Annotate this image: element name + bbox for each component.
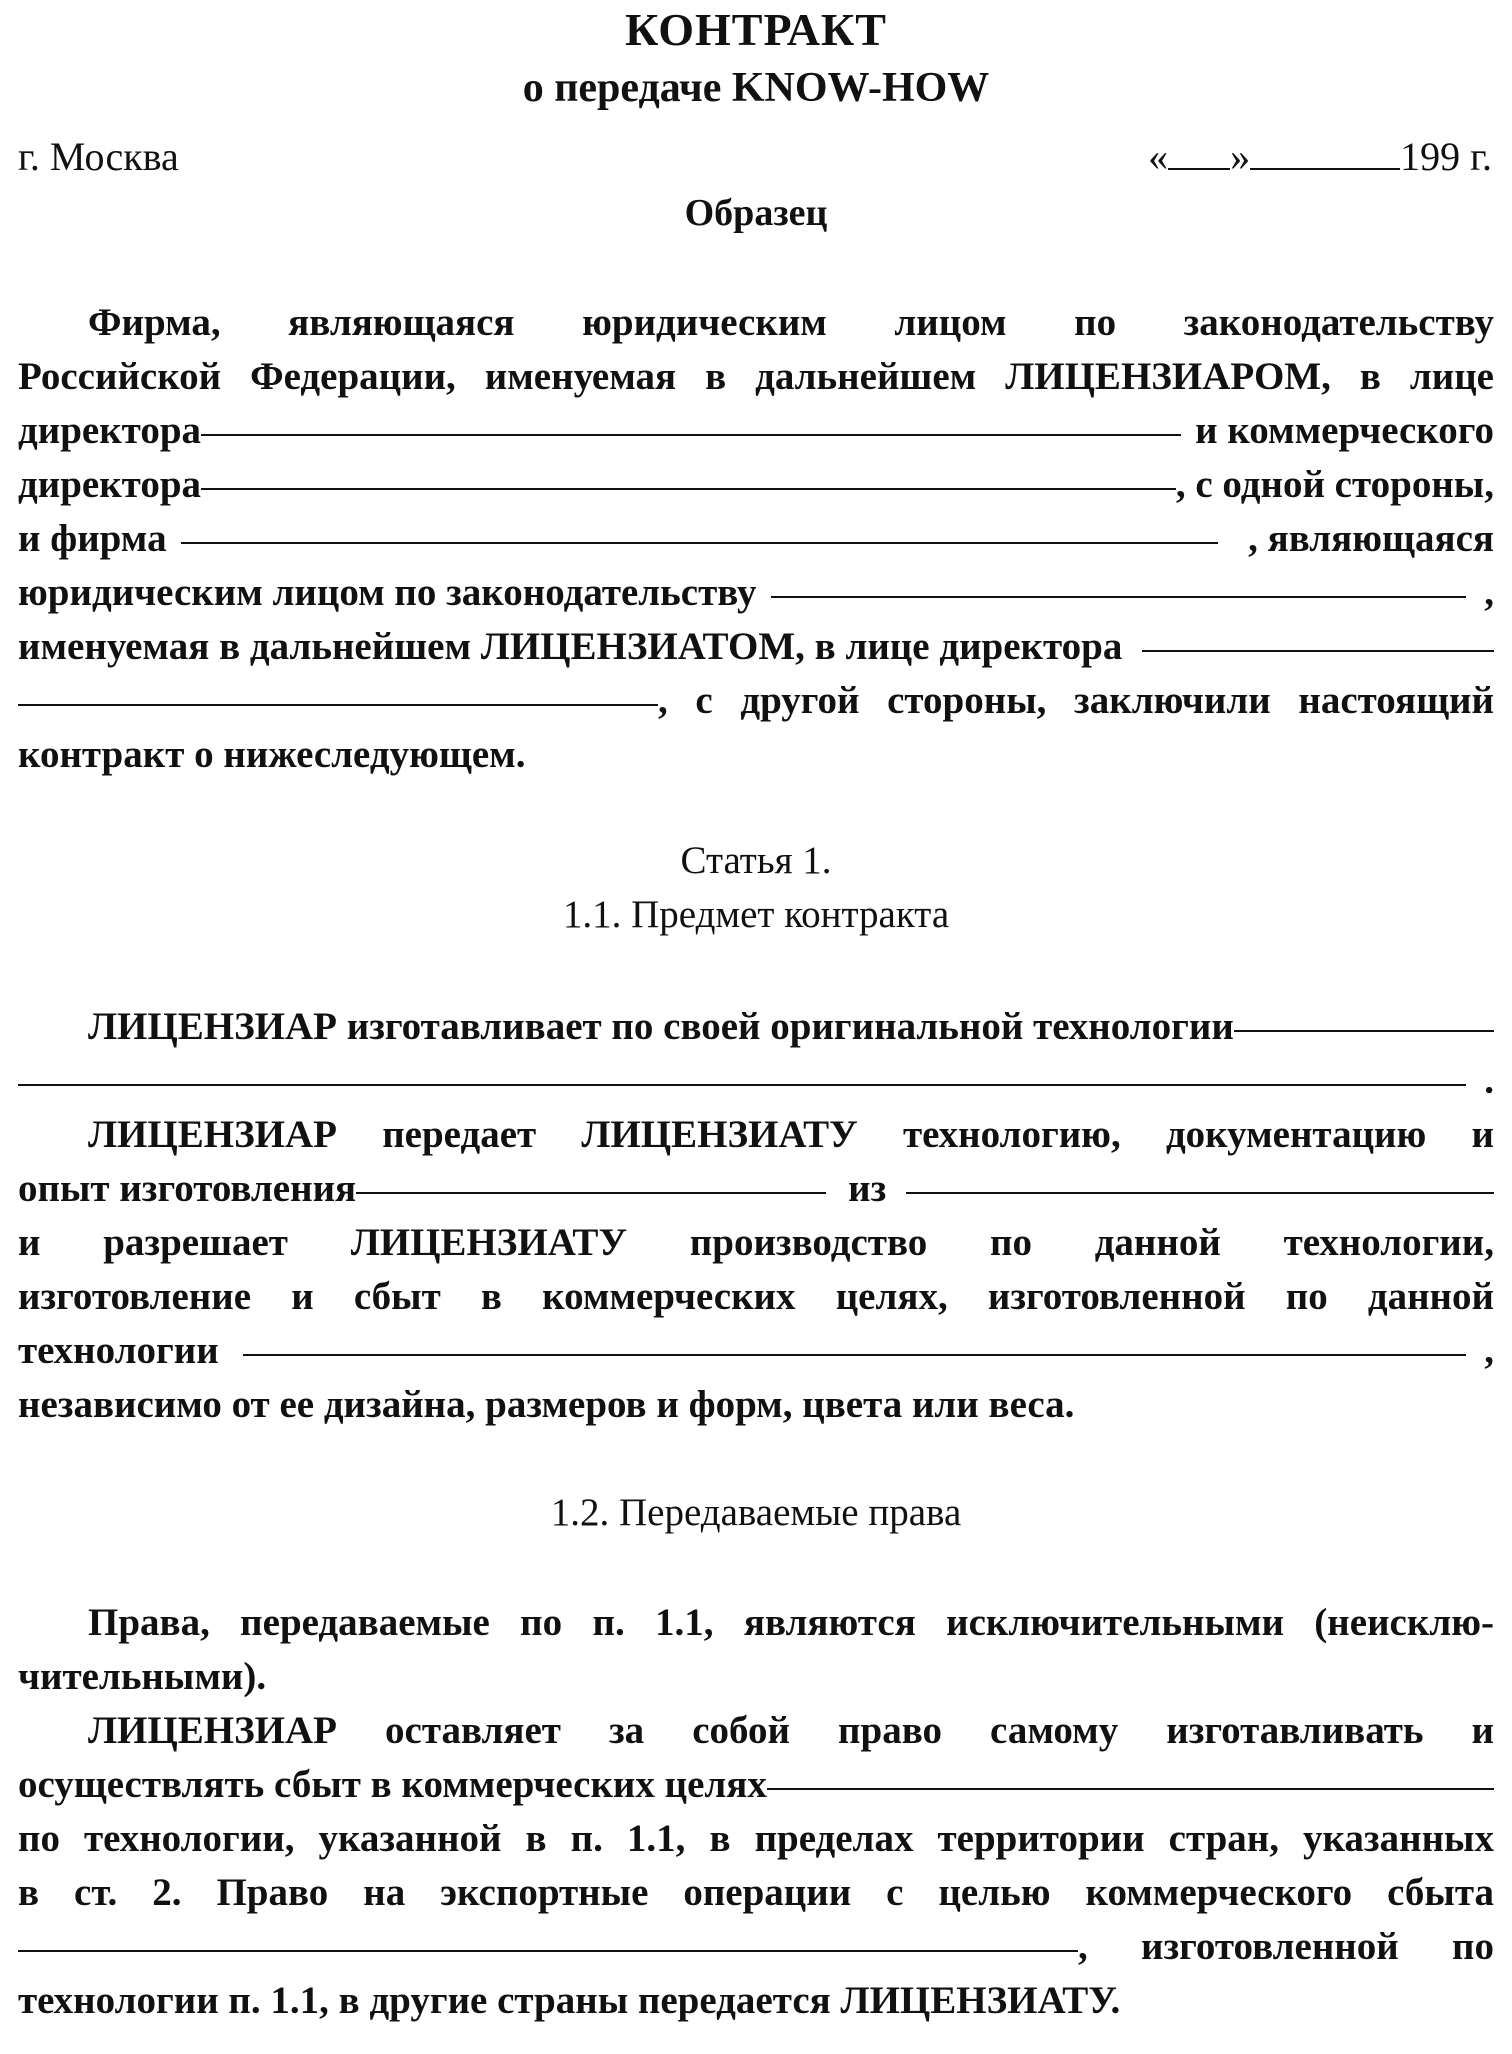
director-label-2: директора [18,463,202,506]
date-year: 199 г. [1400,134,1492,179]
technology-blank-2 [18,1054,1466,1086]
p1-line-1 [18,1000,1494,1054]
legislation-label: юридическим лицом по законодательству [18,571,757,614]
p4-line-4: в ст. 2. Право на экспортные операции с целью коммерческого сбыта [18,1871,1494,1914]
preamble-line-3 [18,404,1494,458]
contract-date [1148,132,1492,182]
export-product-blank [18,1920,1078,1952]
product-blank [356,1162,826,1194]
date-close-quote: » [1230,134,1251,179]
preamble-line-9: контракт о нижеследующем. [18,733,526,776]
legislation-blank [771,566,1467,598]
material-blank [906,1162,1494,1194]
comma-1: , [1484,571,1494,614]
p2-line-3: и разрешает ЛИЦЕНЗИАТУ производство по данной технологии, [18,1221,1494,1264]
director-blank [201,404,1181,436]
date-open-quote: « [1148,134,1169,179]
from-label: из [848,1167,887,1210]
sales-label: осуществлять сбыт в коммерческих целях [18,1763,767,1806]
p2-line-5 [18,1324,1494,1378]
preamble-line-5 [18,512,1494,566]
commercial-director-blank [201,458,1176,490]
technology-blank [1234,1000,1494,1032]
p4-line-6: технологии п. 1.1, в другие страны передается ЛИЦЕНЗИАТУ. [18,1979,1121,2022]
p1-period: . [1484,1059,1494,1102]
sales-blank [767,1758,1494,1790]
article-1-heading: Статья 1. [680,839,832,882]
licensee-director-blank [1142,620,1494,652]
technology-label: технологии [18,1329,219,1372]
preamble-line-2: Российской Федерации, именуемая в дальнейшем ЛИЦЕНЗИАРОМ, в лице [18,355,1494,398]
p1-text: ЛИЦЕНЗИАР изготавливает по своей оригинальной технологии [88,1005,1234,1048]
p4-line-5 [18,1920,1494,1974]
licensee-label: именуемая в дальнейшем ЛИЦЕНЗИАТОМ, в лице директора [18,625,1123,668]
p4-line-2 [18,1758,1494,1812]
contract-title: КОНТРАКТ [625,4,887,55]
p4-line-1: ЛИЦЕНЗИАР оставляет за собой право самому изготавливать и [88,1709,1494,1752]
p1-line-2 [18,1054,1494,1108]
firm-blank [181,512,1219,544]
manufactured-label: , изготовленной по [1078,1925,1494,1968]
p3-line-1: Права, передаваемые по п. 1.1, являются исключительными (неисклю- [88,1601,1494,1644]
p2-line-4: изготовление и сбыт в коммерческих целях, изготовленной по данной [18,1275,1494,1318]
contract-subtitle: о передаче KNOW-HOW [522,65,990,111]
p2-line-2 [18,1162,1494,1216]
preamble-line-8 [18,674,1494,728]
sample-label: Образец [684,192,828,234]
p2-line-1: ЛИЦЕНЗИАР передает ЛИЦЕНЗИАТУ технологию, документацию и [88,1113,1494,1156]
section-1-2-heading: 1.2. Передаваемые права [550,1491,962,1534]
director-label: директора [18,409,202,452]
contract-city: г. Москва [18,134,179,179]
being-label: , являющаяся [1248,517,1494,560]
commercial-label: и коммерческого [1195,409,1494,452]
comma-2: , [1484,1329,1494,1372]
p2-line-6: независимо от ее дизайна, размеров и форм, цвета или веса. [18,1383,1075,1426]
technology-product-blank [243,1324,1467,1356]
month-blank [1250,138,1400,170]
preamble-line-1: Фирма, являющаяся юридическим лицом по законодательству [88,301,1494,344]
preamble-line-4 [18,458,1494,512]
p3-line-2: чительными). [18,1655,267,1698]
licensee-director-blank-2 [18,674,658,706]
one-side-label: , с одной стороны, [1175,463,1494,506]
day-blank [1168,138,1230,170]
preamble-line-6 [18,566,1494,620]
preamble-line-7 [18,620,1494,674]
p4-line-3: по технологии, указанной в п. 1.1, в пределах территории стран, указанных [18,1817,1494,1860]
section-1-1-heading: 1.1. Предмет контракта [562,893,950,936]
experience-label: опыт изготовления [18,1167,357,1210]
other-side-label: , с другой стороны, заключили настоящий [658,679,1494,722]
firm-label: и фирма [18,517,167,560]
